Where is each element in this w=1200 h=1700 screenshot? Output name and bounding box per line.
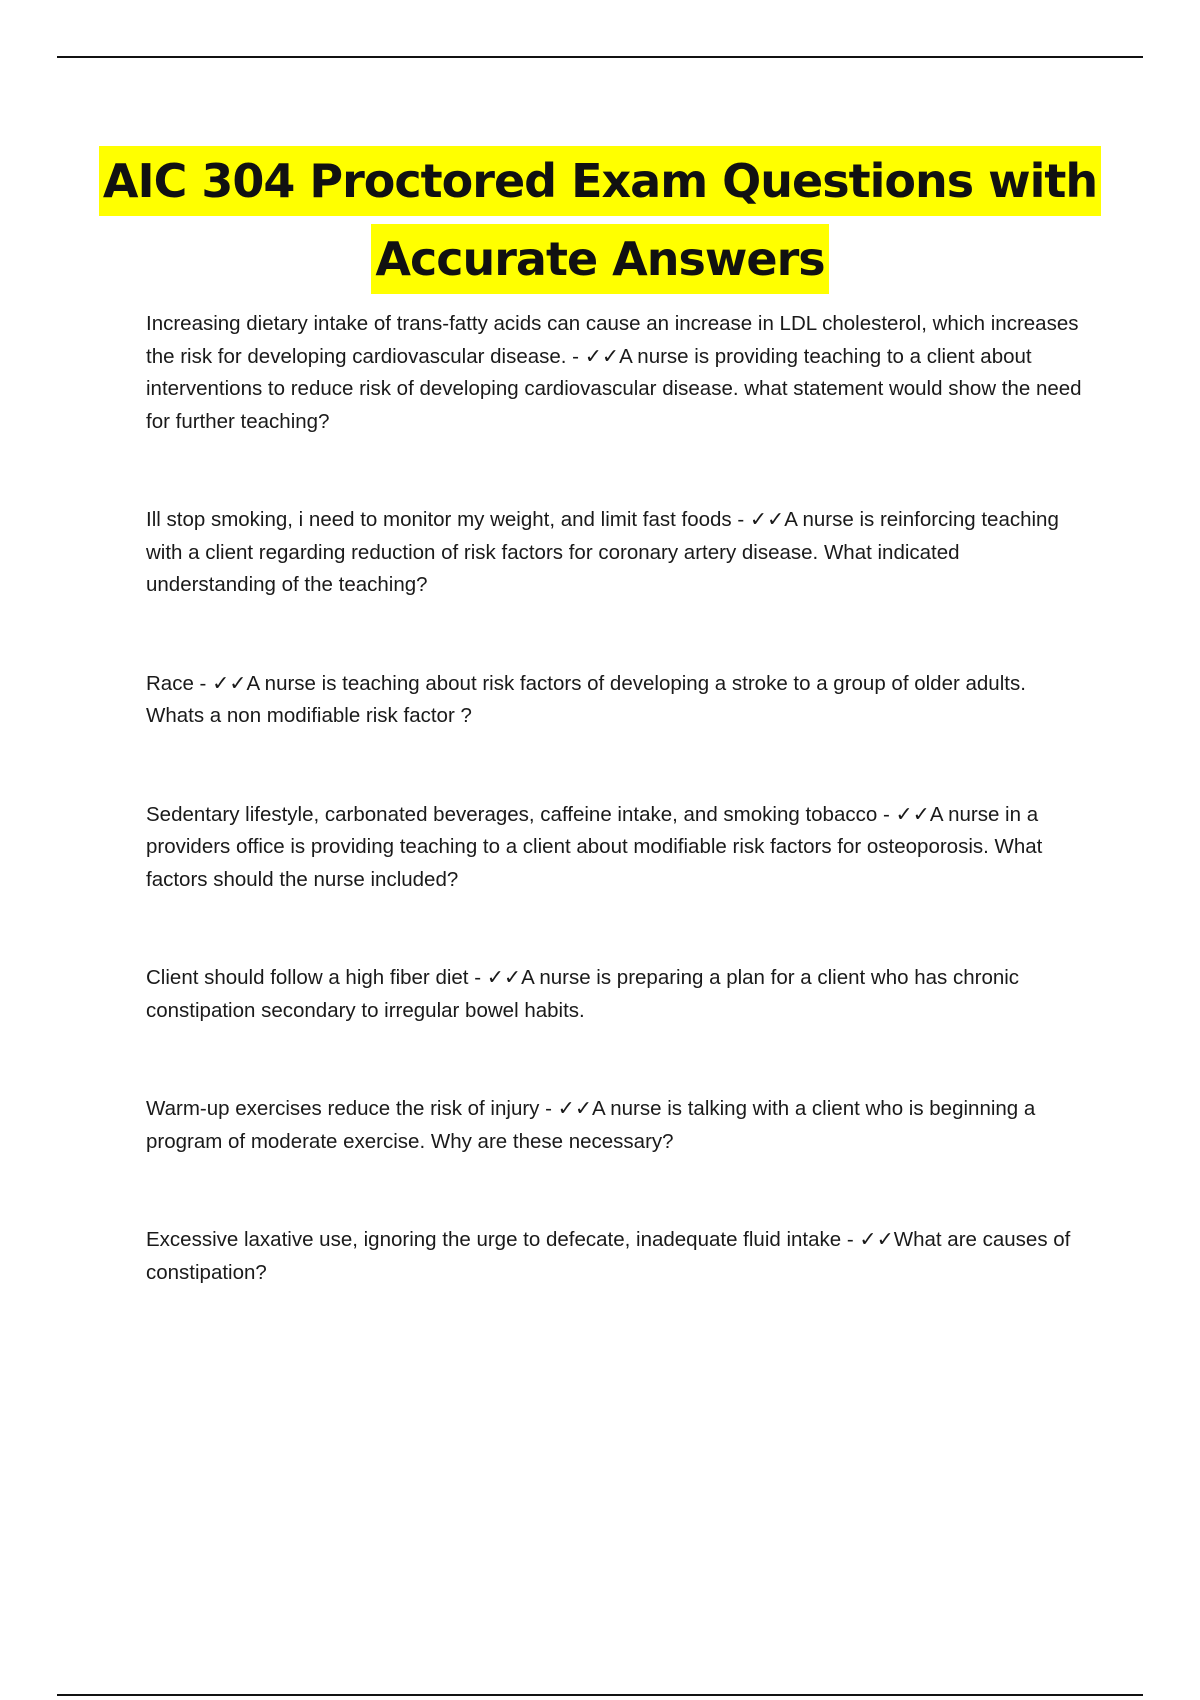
- qa-item: [146, 668, 1086, 733]
- qa-list: [146, 308, 1086, 1289]
- qa-answer: Warm-up exercises reduce the risk of injury: [146, 1097, 540, 1120]
- qa-answer: Ill stop smoking, i need to monitor my weight, and limit fast foods: [146, 508, 732, 531]
- double-check-icon: ✓✓: [895, 802, 930, 826]
- qa-item: [146, 1093, 1086, 1158]
- qa-separator: -: [566, 344, 585, 368]
- double-check-icon: ✓✓: [212, 671, 247, 695]
- double-check-icon: ✓✓: [859, 1228, 894, 1251]
- qa-item: [146, 308, 1086, 438]
- top-rule: [57, 56, 1143, 58]
- title-line-2: Accurate Answers: [371, 224, 828, 294]
- qa-answer: Excessive laxative use, ignoring the urge to defecate, inadequate fluid intake: [146, 1228, 842, 1251]
- document-title: [60, 146, 1140, 300]
- qa-separator: -: [877, 802, 896, 826]
- double-check-icon: ✓✓: [749, 508, 785, 531]
- qa-separator: -: [841, 1228, 860, 1251]
- qa-question: A nurse is providing teaching to a client about interventions to reduce risk of developing cardiovascular disease. what statement would show the need for further teaching?: [146, 344, 1082, 433]
- qa-answer: Client should follow a high fiber diet: [146, 966, 469, 989]
- qa-item: [146, 962, 1086, 1027]
- qa-item: [146, 504, 1086, 602]
- double-check-icon: ✓✓: [557, 1097, 593, 1120]
- qa-answer: Race: [146, 671, 194, 695]
- qa-answer: Sedentary lifestyle, carbonated beverages, caffeine intake, and smoking tobacco: [146, 802, 878, 826]
- qa-separator: -: [468, 966, 487, 989]
- qa-question: A nurse is preparing a plan for a client who has chronic constipation secondary to irregular bowel habits.: [146, 966, 1020, 1022]
- qa-separator: -: [539, 1097, 558, 1120]
- qa-question: A nurse is talking with a client who is beginning a program of moderate exercise. Why are these necessary?: [146, 1097, 1036, 1153]
- qa-question: A nurse is reinforcing teaching with a client regarding reduction of risk factors for coronary artery disease. What indicated understanding of the teaching?: [146, 508, 1059, 596]
- title-line-1: AIC 304 Proctored Exam Questions with: [99, 146, 1101, 216]
- double-check-icon: ✓✓: [486, 966, 522, 989]
- qa-item: [146, 799, 1086, 897]
- qa-question: A nurse in a providers office is providing teaching to a client about modifiable risk factors for osteoporosis. What factors should the nurse included?: [146, 802, 1043, 891]
- qa-separator: -: [731, 508, 750, 531]
- qa-question: What are causes of constipation?: [146, 1228, 1071, 1284]
- qa-separator: -: [193, 671, 213, 695]
- bottom-rule: [57, 1694, 1143, 1696]
- qa-question: A nurse is teaching about risk factors of developing a stroke to a group of older adults. Whats a non modifiable risk factor ?: [146, 671, 1026, 727]
- qa-answer: Increasing dietary intake of trans-fatty acids can cause an increase in LDL cholesterol, which increases the risk for developing cardiovascular disease.: [146, 312, 1079, 368]
- double-check-icon: ✓✓: [584, 344, 620, 368]
- qa-item: [146, 1224, 1086, 1289]
